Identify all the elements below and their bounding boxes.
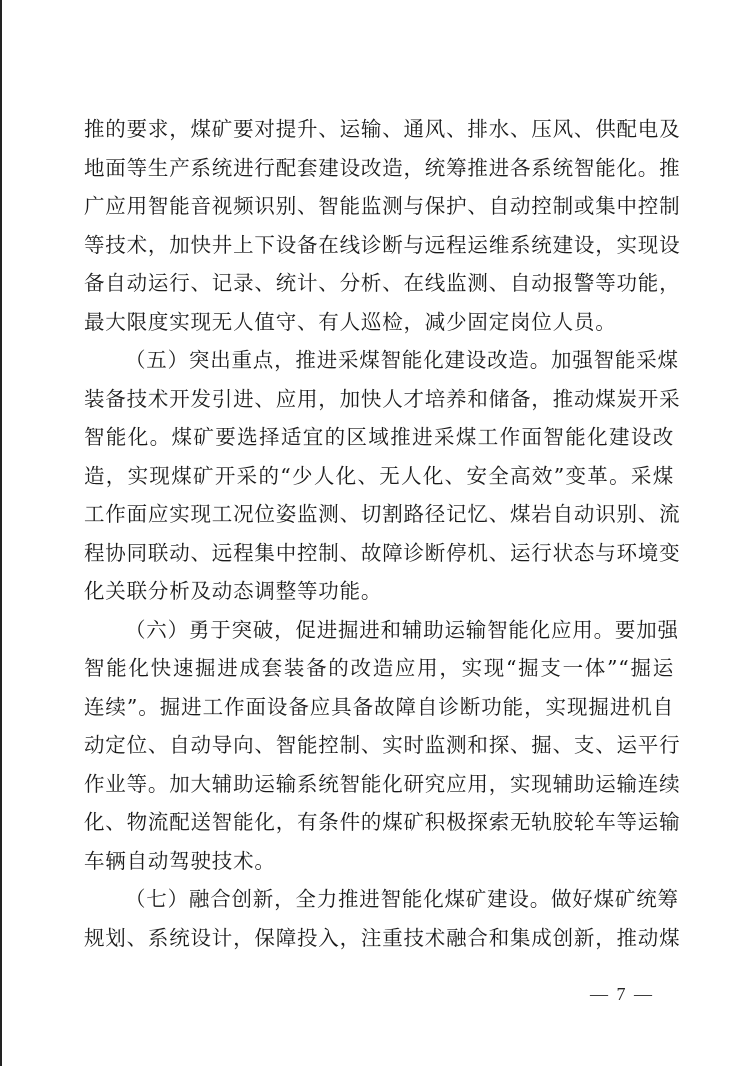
page-number: — 7 — — [590, 984, 654, 1004]
text-line: 化、物流配送智能化，有条件的煤矿积极探索无轨胶轮车等运输 — [84, 810, 681, 834]
text-line: 备自动运行、记录、统计、分析、在线监测、自动报警等功能， — [84, 271, 681, 295]
text-line: 最大限度实现无人值守、有人巡检，减少固定岗位人员。 — [84, 309, 617, 334]
paragraph-heading-line: （五）突出重点，推进采煤智能化建设改造。加强智能采煤 — [125, 348, 679, 372]
text-line: 地面等生产系统进行配套建设改造，统筹推进各系统智能化。推 — [84, 155, 681, 180]
text-line: 等技术，加快井上下设备在线诊断与远程运维系统建设，实现设 — [84, 232, 681, 257]
text-line: 推的要求，煤矿要对提升、运输、通风、排水、压风、供配电及 — [84, 117, 681, 141]
text-line: 规划、系统设计，保障投入，注重技术融合和集成创新，推动煤 — [84, 925, 681, 950]
text-line: 连续”。掘进工作面设备应具备故障自诊断功能，实现掘进机自 — [84, 694, 674, 719]
text-line: 装备技术开发引进、应用，加快人才培养和储备，推动煤炭开采 — [84, 386, 681, 411]
text-line: 造，实现煤矿开采的“少人化、无人化、安全高效”变革。采煤 — [84, 463, 674, 488]
text-line: 作业等。加大辅助运输系统智能化研究应用，实现辅助运输连续 — [84, 771, 681, 796]
text-line: 程协同联动、远程集中控制、故障诊断停机、运行状态与环境变 — [84, 540, 681, 565]
text-line: 工作面应实现工况位姿监测、切割路径记忆、煤岩自动识别、流 — [84, 502, 681, 526]
text-line: 动定位、自动导向、智能控制、实时监测和探、掘、支、运平行 — [84, 733, 681, 757]
text-line: 智能化快速掘进成套装备的改造应用，实现“掘支一体”“掘运 — [84, 656, 674, 680]
text-line: 车辆自动驾驶技术。 — [84, 848, 276, 873]
text-line: 智能化。煤矿要选择适宜的区域推进采煤工作面智能化建设改 — [84, 425, 674, 449]
scan-edge-line — [0, 0, 2, 1066]
text-line: 化关联分析及动态调整等功能。 — [84, 579, 383, 603]
text-line: 广应用智能音视频识别、智能监测与保护、自动控制或集中控制 — [84, 194, 681, 218]
paragraph-heading-line: （七）融合创新，全力推进智能化煤矿建设。做好煤矿统筹 — [125, 887, 679, 911]
paragraph-heading-line: （六）勇于突破，促进掘进和辅助运输智能化应用。要加强 — [125, 617, 679, 642]
body-text — [84, 110, 681, 957]
